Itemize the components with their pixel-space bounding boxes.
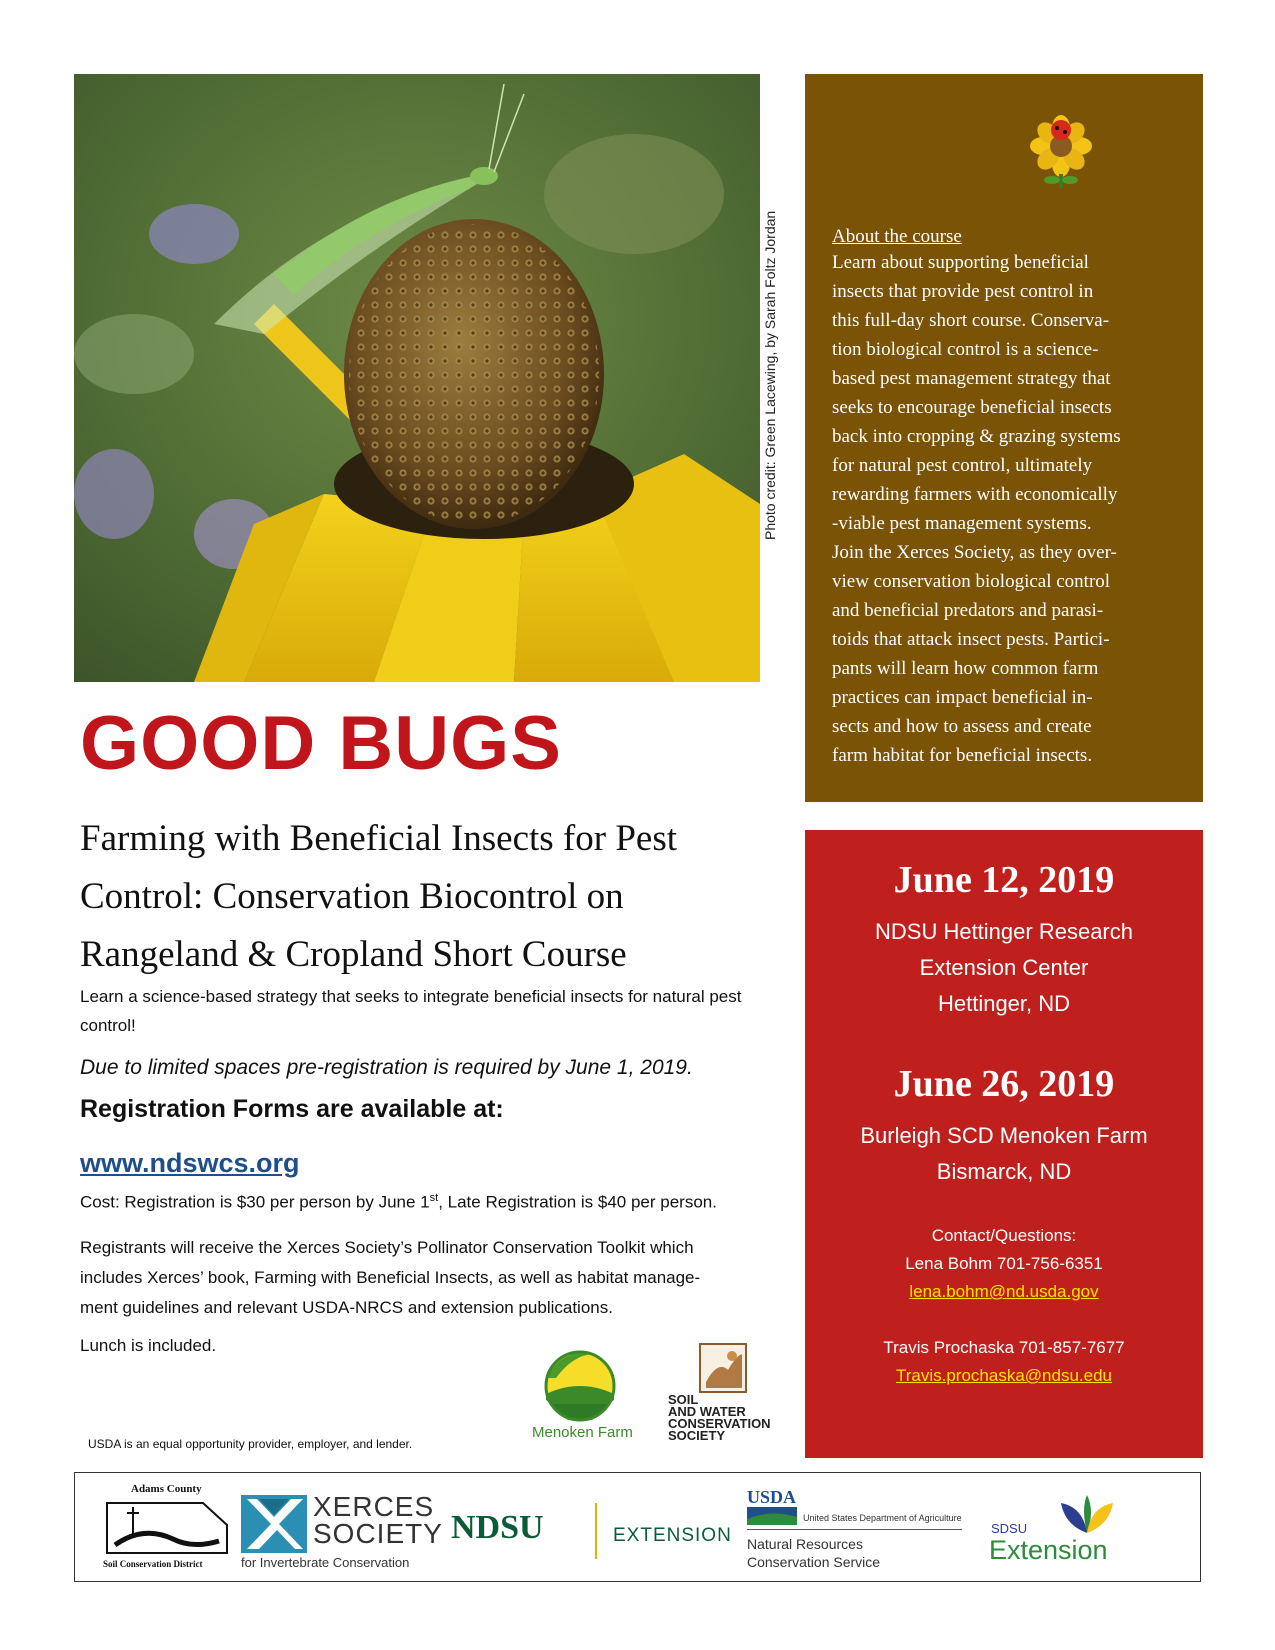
event-dates-panel [805, 830, 1203, 1458]
adams-county-scd-logo [103, 1483, 231, 1573]
toolkit-line: Registrants will receive the Xerces Society’s Pollinator Conservation Toolkit which [80, 1238, 694, 1257]
swcs-label-line: AND WATER [668, 1404, 746, 1419]
nrcs-label [747, 1535, 880, 1571]
event-venue-1 [805, 914, 1203, 1022]
usda-field-icon [747, 1507, 797, 1525]
venue-line: Hettinger, ND [937, 991, 1071, 1016]
contact-email-2[interactable]: Travis.prochaska@ndsu.edu [895, 1366, 1112, 1385]
swcs-emblem-icon [698, 1342, 748, 1394]
about-line: view conservation biological control [832, 571, 1111, 592]
north-dakota-map-icon [103, 1495, 231, 1557]
event-date-1: June 12, 2019 [893, 859, 1115, 901]
venue-line: Burleigh SCD Menoken Farm [860, 1123, 1148, 1148]
xerces-x-icon [241, 1495, 307, 1553]
swcs-label [668, 1394, 771, 1442]
xerces-society-logo [241, 1491, 443, 1575]
about-course-heading: About the course [832, 226, 962, 247]
about-line: Learn about supporting beneficial [832, 252, 1089, 273]
about-line: pants will learn how common farm [832, 658, 1099, 679]
nrcs-line-2: Conservation Service [747, 1554, 881, 1570]
menoken-farm-label: Menoken Farm [532, 1424, 633, 1441]
about-line: Join the Xerces Society, as they over- [832, 542, 1117, 563]
adams-scd-label: Soil Conservation District [103, 1559, 203, 1569]
contact-block [805, 1222, 1203, 1390]
swcs-label-line: SOCIETY [668, 1428, 726, 1443]
cost-suffix: , Late Registration is $40 per person. [438, 1192, 717, 1212]
registration-heading: Registration Forms are available at: [80, 1095, 504, 1123]
about-line: -viable pest management systems. [832, 513, 1092, 534]
about-course-text [832, 248, 1177, 770]
xerces-line-1: XERCES [313, 1491, 435, 1522]
about-line: based pest management strategy that [832, 368, 1111, 389]
sdsu-leaf-icon [1057, 1495, 1117, 1535]
subtitle-line: Control: Conservation Biocontrol on [80, 876, 624, 917]
xerces-name [313, 1493, 443, 1547]
lead-text: Learn a science-based strategy that seeks to integrate beneficial insects for natural pest control! [80, 987, 742, 1035]
event-venue-2 [805, 1118, 1203, 1190]
sponsor-logo-strip [74, 1472, 1201, 1582]
ndsu-extension-label: EXTENSION [613, 1525, 732, 1546]
toolkit-text [80, 1233, 790, 1323]
sdsu-extension-label: Extension [989, 1535, 1108, 1565]
cost-text [80, 1192, 800, 1213]
lacewing-on-coneflower-image [74, 74, 760, 682]
ndsu-logo: NDSU [451, 1509, 544, 1546]
about-line: insects that provide pest control in [832, 281, 1094, 302]
swcs-label-line: SOIL [668, 1392, 699, 1407]
venue-line: Extension Center [919, 955, 1089, 980]
swcs-logo [668, 1342, 778, 1452]
about-line: sects and how to assess and create [832, 716, 1092, 737]
usda-rule [747, 1529, 962, 1530]
venue-line: NDSU Hettinger Research [875, 919, 1133, 944]
cost-prefix: Cost: Registration is $30 per person by June 1 [80, 1192, 430, 1212]
contact-person-1: Lena Bohm 701-756-6351 [905, 1254, 1103, 1273]
contact-heading: Contact/Questions: [931, 1226, 1077, 1245]
about-line: this full-day short course. Conserva- [832, 310, 1110, 331]
menoken-farm-logo [532, 1348, 662, 1448]
contact-email-1[interactable]: lena.bohm@nd.usda.gov [909, 1282, 1099, 1301]
page-subtitle [80, 810, 795, 984]
usda-equal-opportunity-note: USDA is an equal opportunity provider, employer, and lender. [88, 1437, 413, 1451]
sdsu-extension-logo [989, 1495, 1149, 1575]
toolkit-line: includes Xerces’ book, Farming with Beneficial Insects, as well as habitat manage- [80, 1268, 701, 1287]
about-line: toids that attack insect pests. Partici- [832, 629, 1110, 650]
contact-person-2: Travis Prochaska 701-857-7677 [883, 1338, 1125, 1357]
sdsu-label: SDSU [991, 1521, 1028, 1536]
subtitle-line: Farming with Beneficial Insects for Pest [80, 818, 678, 859]
about-line: for natural pest control, ultimately [832, 455, 1093, 476]
subtitle-line: Rangeland & Cropland Short Course [80, 934, 627, 975]
about-line: back into cropping & grazing systems [832, 426, 1121, 447]
menoken-farm-emblem-icon [532, 1348, 662, 1426]
about-line: tion biological control is a science- [832, 339, 1099, 360]
usda-nrcs-logo [747, 1487, 967, 1571]
about-line: rewarding farmers with economically [832, 484, 1118, 505]
about-line: and beneficial predators and parasi- [832, 600, 1104, 621]
ndsu-divider [595, 1503, 597, 1559]
xerces-tagline: for Invertebrate Conservation [241, 1555, 410, 1570]
registration-deadline: Due to limited spaces pre-registration is required by June 1, 2019. [80, 1056, 693, 1079]
hero-photo [74, 74, 760, 682]
toolkit-line: ment guidelines and relevant USDA-NRCS and extension publications. [80, 1298, 613, 1317]
venue-line: Bismarck, ND [936, 1159, 1072, 1184]
about-line: practices can impact beneficial in- [832, 687, 1093, 708]
lunch-note: Lunch is included. [80, 1336, 217, 1355]
registration-link[interactable]: www.ndswcs.org [80, 1148, 300, 1178]
nrcs-line-1: Natural Resources [747, 1536, 863, 1552]
event-date-2: June 26, 2019 [893, 1063, 1115, 1105]
usda-wordmark: USDA [747, 1487, 797, 1507]
xerces-line-2: SOCIETY [313, 1518, 443, 1549]
page-title: GOOD BUGS [80, 701, 562, 786]
adams-county-label: Adams County [131, 1483, 202, 1495]
swcs-label-line: CONSERVATION [668, 1416, 771, 1431]
photo-credit: Photo credit: Green Lacewing, by Sarah Foltz Jordan [762, 210, 778, 540]
cost-superscript: st [429, 1192, 439, 1204]
usda-department: United States Department of Agriculture [803, 1513, 962, 1523]
about-line: seeks to encourage beneficial insects [832, 397, 1112, 418]
ladybug-flower-icon [1021, 108, 1101, 188]
about-line: farm habitat for beneficial insects. [832, 745, 1093, 766]
